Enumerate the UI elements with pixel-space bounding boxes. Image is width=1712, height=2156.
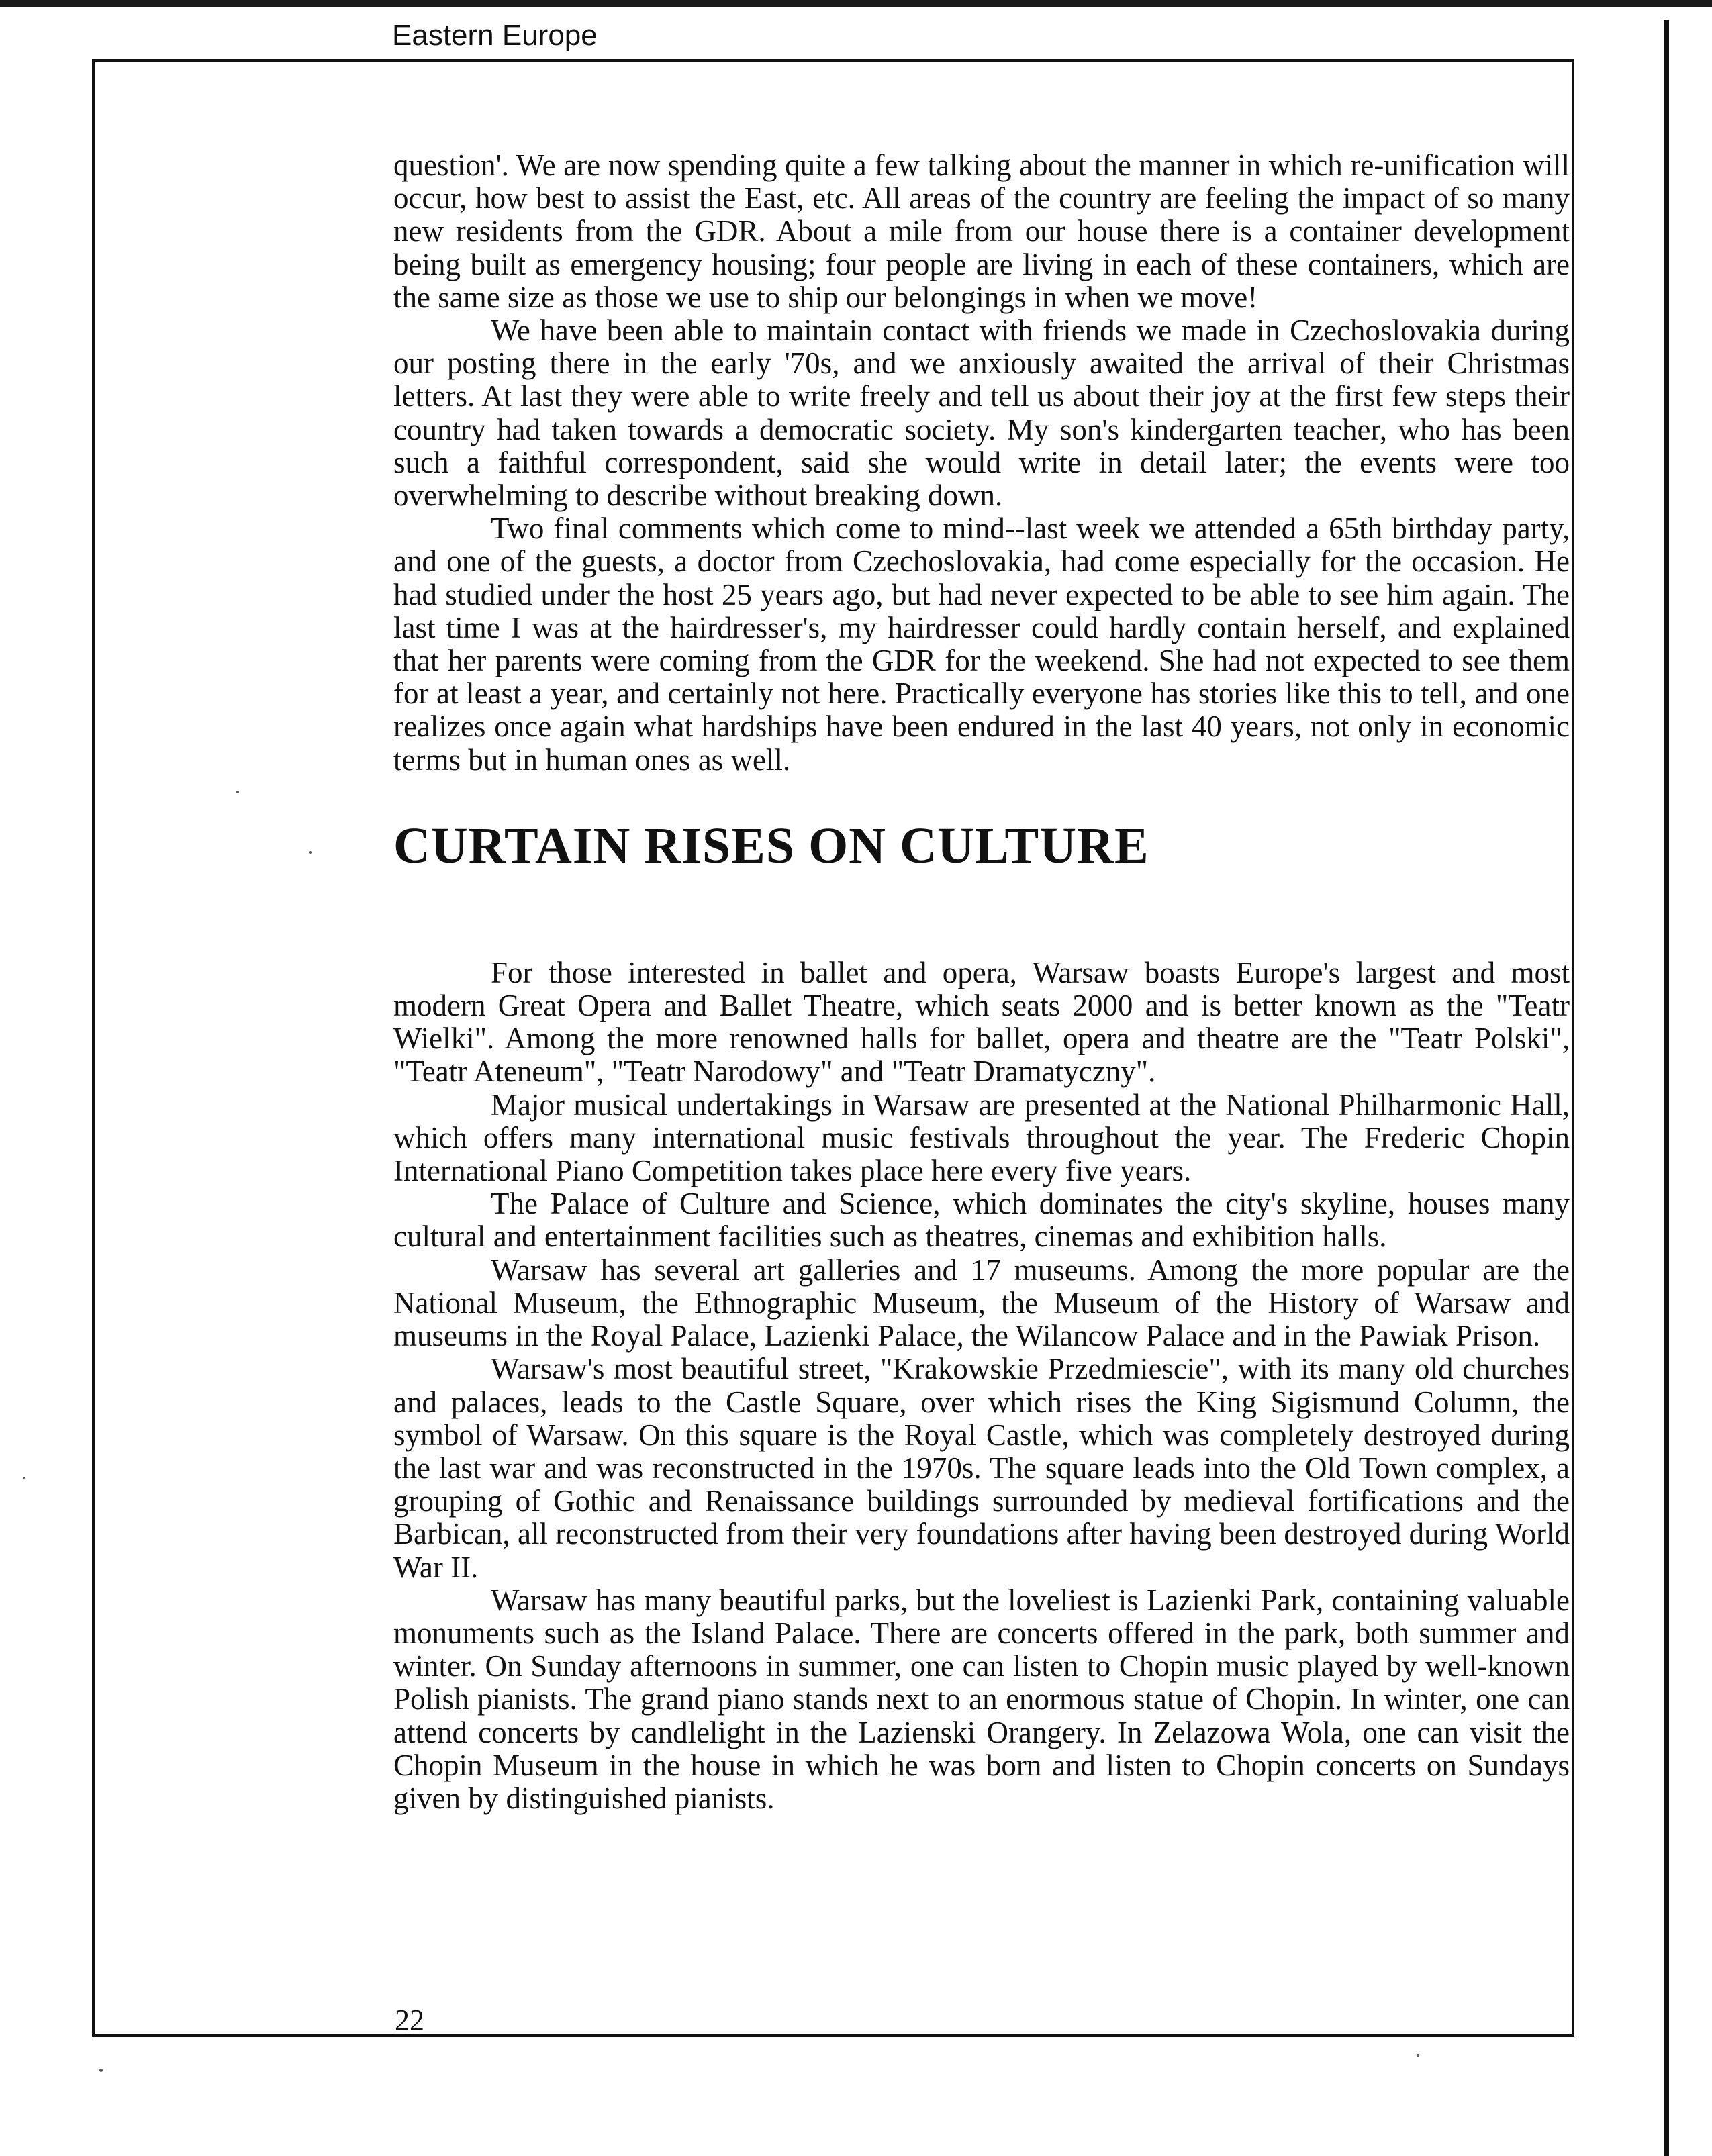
top-edge-rule [0, 0, 1712, 7]
body-paragraph: We have been able to maintain contact with friends we made in Czechoslovakia during our posting there in the early '70s, and we anxiously awaited the arrival of their Christmas letters. At last they were able to write freely and tell us about their joy at the first few steps their country had taken towards a democratic society. My son's kindergarten teacher, who has been such a faithful correspondent, said she would write in detail later; the events were too overwhelming to describe without breaking down. [393, 313, 1570, 513]
section-title: CURTAIN RISES ON CULTURE [393, 817, 1149, 874]
scan-speck [236, 791, 239, 793]
body-paragraph: Two final comments which come to mind--last week we attended a 65th birthday party, and one of the guests, a doctor from Czechoslovakia, had come especially for the occasion. He had studied under the host 25 years ago, but had never expected to be able to see him again. The last time I was at the hairdresser's, my hairdresser could hardly contain herself, and explained that her parents were coming from the GDR for the weekend. She had not expected to see them for at least a year, and certainly not here. Practically everyone has stories like this to tell, and one realizes once again what hardships have been endured in the last 40 years, not only in economic terms but in human ones as well. [393, 511, 1570, 777]
page-number: 22 [395, 2004, 424, 2037]
scan-speck [99, 2069, 103, 2072]
running-header: Eastern Europe [392, 19, 598, 52]
scan-speck [309, 851, 312, 854]
body-paragraph: question'. We are now spending quite a few talking about the manner in which re-unification will occur, how best to assist the East, etc. All areas of the country are feeling the impact of so many new residents from the GDR. About a mile from our house there is a container development being built as emergency housing; four people are living in each of these containers, which are the same size as those we use to ship our belongings in when we move! [393, 148, 1570, 314]
body-paragraph: Warsaw has several art galleries and 17 museums. Among the more popular are the National Museum, the Ethnographic Museum, the Museum of the History of Warsaw and museums in the Royal Palace, Lazienki Palace, the Wilancow Palace and in the Pawiak Prison. [393, 1253, 1570, 1353]
body-paragraph: For those interested in ballet and opera, Warsaw boasts Europe's largest and most modern Great Opera and Ballet Theatre, which seats 2000 and is better known as the "Teatr Wielki". Among the more renowned halls for ballet, opera and theatre are the "Teatr Polski", "Teatr Ateneum", "Teatr Narodowy" and "Teatr Dramatyczny". [393, 955, 1570, 1089]
body-paragraph: Warsaw has many beautiful parks, but the loveliest is Lazienki Park, containing valuable monuments such as the Island Palace. There are concerts offered in the park, both summer and winter. On Sunday afternoons in summer, one can listen to Chopin music played by well-known Polish pianists. The grand piano stands next to an enormous statue of Chopin. In winter, one can attend concerts by candlelight in the Lazienski Orangery. In Zelazowa Wola, one can visit the Chopin Museum in the house in which he was born and listen to Chopin concerts on Sundays given by distinguished pianists. [393, 1583, 1570, 1815]
page-content [393, 149, 1570, 1815]
body-paragraph: The Palace of Culture and Science, which dominates the city's skyline, houses many cultural and entertainment facilities such as theatres, cinemas and exhibition halls. [393, 1187, 1570, 1254]
body-paragraph: Major musical undertakings in Warsaw are presented at the National Philharmonic Hall, which offers many international music festivals throughout the year. The Frederic Chopin International Piano Competition takes place here every five years. [393, 1087, 1570, 1188]
binding-edge-rule [1664, 20, 1669, 2156]
body-paragraph: Warsaw's most beautiful street, "Krakowskie Przedmiescie", with its many old churches and palaces, leads to the Castle Square, over which rises the King Sigismund Column, the symbol of Warsaw. On this square is the Royal Castle, which was completely destroyed during the last war and was reconstructed in the 1970s. The square leads into the Old Town complex, a grouping of Gothic and Renaissance buildings surrounded by medieval fortifications and the Barbican, all reconstructed from their very foundations after having been destroyed during World War II. [393, 1352, 1570, 1584]
scan-speck [23, 1477, 25, 1479]
scan-speck [1417, 2054, 1419, 2057]
